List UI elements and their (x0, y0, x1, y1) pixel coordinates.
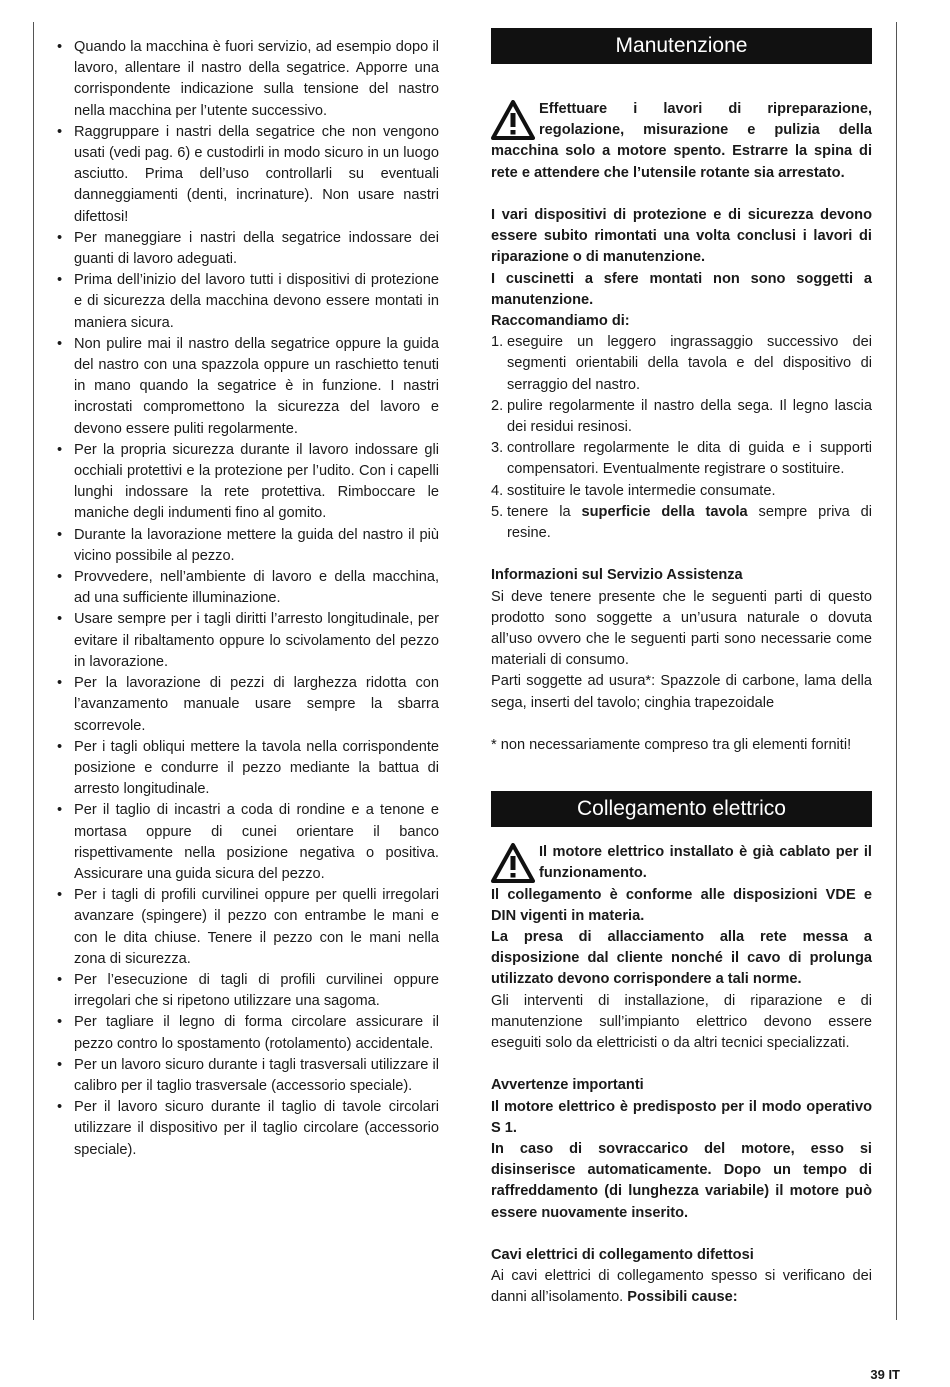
bearings-text: I cuscinetti a sfere montati non sono soggetti a manutenzione. (491, 270, 872, 308)
list-item: • Per tagliare il legno di forma circolare assicurare il pezzo contro lo spostamento (rotolamento) accidentale. (55, 1012, 439, 1054)
list-item: • Raggruppare i nastri della segatrice che non vengono usati (vedi pag. 6) e custodirli in modo sicuro in un luogo asciutto. Prima dell’uso controllarli su eventuali danneggiamenti (denti, incrinature). Non usare nastri difettosi! (55, 122, 439, 228)
cables-heading: Cavi elettrici di collegamento difettosi (491, 1247, 754, 1264)
motor-mode-text: Il motore elettrico è predisposto per il modo operativo S 1. (491, 1098, 872, 1136)
footnote: * non necessariamente compreso tra gli elementi forniti! (491, 737, 852, 754)
electrical-warning: Il motore elettrico installato è già cablato per il funzionamento. (491, 842, 872, 884)
maintenance-warning: Effettuare i lavori di ripreparazione, regolazione, misurazione e pulizia della macchina solo a motore spento. Estrarre la spina di rete e attendere che l’utensile rotante sia arrestato. (491, 101, 872, 181)
important-heading: Avvertenze importanti (491, 1077, 644, 1094)
overload-text: In caso di sovraccarico del motore, esso si disinserisce automaticamente. Dopo un tempo di raffreddamento (di lunghezza variabile) il motore può essere nuovamente inserito. (491, 1141, 872, 1221)
socket-text: La presa di allacciamento alla rete messa a disposizione dal cliente nonché il cavo di prolunga utilizzato devono corrispondere a tali norme. (491, 929, 872, 988)
right-margin-rule (896, 22, 897, 1320)
list-item: 1. eseguire un leggero ingrassaggio successivo dei segmenti orientabili della tavola e del dispositivo di serraggio del nastro. (491, 334, 872, 393)
warning-icon (491, 843, 535, 883)
list-item: • Durante la lavorazione mettere la guida del nastro il più vicino possibile al pezzo. (55, 525, 439, 567)
list-item: • Prima dell’inizio del lavoro tutti i dispositivi di protezione e di sicurezza della macchina devono essere montati in maniera sicura. (55, 270, 439, 334)
list-item: 4. sostituire le tavole intermedie consumate. (491, 482, 776, 499)
list-item: • Per la propria sicurezza durante il lavoro indossare gli occhiali protettivi e la protezione per l’udito. Con i capelli lunghi indossare la rete protettiva. Rimboccare le maniche degli indumenti fino al gomito. (55, 440, 439, 525)
page-number: 39 IT (870, 1367, 900, 1382)
list-item: • Per i tagli di profili curvilinei oppure per quelli irregolari avanzare (spingere) il pezzo con entrambe le mani e con le dita chiuse. Tenere il pezzo con le mani nella zona di sicurezza. (55, 885, 439, 970)
service-heading: Informazioni sul Servizio Assistenza (491, 567, 743, 584)
list-item: • Non pulire mai il nastro della segatrice oppure la guida del nastro con una spazzola oppure un raschietto tenuti in mano quando la segatrice è in funzione. I nastri incrostati compromettono la sicurezza del lavoro e devono essere puliti regolarmente. (55, 334, 439, 440)
list-item: • Quando la macchina è fuori servizio, ad esempio dopo il lavoro, allentare il nastro della segatrice. Apporre una corrispondente indicazione sulla tensione del nastro nella macchina per l’utente successivo. (55, 37, 439, 122)
list-item: • Provvedere, nell’ambiente di lavoro e della macchina, ad una sufficiente illuminazione. (55, 567, 439, 609)
protection-reinstall-text: I vari dispositivi di protezione e di sicurezza devono essere subito rimontati una volta conclusi i lavori di riparazione o di manutenzione. (491, 207, 872, 266)
list-item: • Per il lavoro sicuro durante il taglio di tavole circolari utilizzare il dispositivo per il taglio circolare (accessorio speciale). (55, 1097, 439, 1161)
list-item: • Usare sempre per i tagli diritti l’arresto longitudinale, per evitare il ribaltamento oppure lo scivolamento del pezzo in lavorazione. (55, 609, 439, 673)
list-item: • Per il taglio di incastri a coda di rondine e a tenone e mortasa oppure di cunei orientare il banco rispettivamente nella posizione negativa o positiva. Assicurare una guida sicura del pezzo. (55, 800, 439, 885)
right-column (491, 28, 872, 1309)
service-text: Si deve tenere presente che le seguenti parti di questo prodotto sono soggette a un’usura naturale o dovuta all’uso ovvero che le seguenti parti sono necessarie come materiali di consumo. (491, 588, 872, 669)
safety-bullet-list (55, 37, 439, 1161)
list-item: 5. tenere la superficie della tavola sempre priva di resine. (491, 503, 872, 542)
list-item: • Per la lavorazione di pezzi di larghezza ridotta con l’avanzamento manuale usare sempre la sbarra scorrevole. (55, 673, 439, 737)
list-item: 2. pulire regolarmente il nastro della sega. Il legno lascia dei residui resinosi. (491, 397, 872, 436)
vde-text: Il collegamento è conforme alle disposizioni VDE e DIN vigenti in materia. (491, 886, 872, 924)
list-item: • Per i tagli obliqui mettere la tavola nella corrispondente posizione e condurre il pezzo mediante la battua di arresto longitudinale. (55, 737, 439, 801)
wear-parts-text: Parti soggette ad usura*: Spazzole di carbone, lama della sega, inserti del tavolo; cinghia trapezoidale (491, 673, 872, 711)
installation-text: Gli interventi di installazione, di riparazione e di manutenzione sull’impianto elettrico devono essere eseguiti solo da elettricisti o da altri tecnici specializzati. (491, 992, 872, 1052)
cables-text: Ai cavi elettrici di collegamento spesso si verificano dei danni all’isolamento. Possibili cause: (491, 1268, 872, 1306)
maintenance-list (491, 332, 872, 544)
list-item: 3. controllare regolarmente le dita di guida e i supporti compensatori. Eventualmente registrare o sostituire. (491, 440, 872, 478)
maintenance-section-title: Manutenzione (491, 28, 872, 64)
electrical-section-title: Collegamento elettrico (491, 791, 872, 827)
left-margin-rule (33, 22, 34, 1320)
left-column (55, 37, 439, 1161)
recommend-label: Raccomandiamo di: (491, 313, 630, 330)
list-item: • Per l’esecuzione di tagli di profili curvilinei oppure irregolari che si ripetono utilizzare una sagoma. (55, 970, 439, 1012)
list-item: • Per maneggiare i nastri della segatrice indossare dei guanti di lavoro adeguati. (55, 228, 439, 270)
warning-icon (491, 100, 535, 140)
list-item: • Per un lavoro sicuro durante i tagli trasversali utilizzare il calibro per il taglio trasversale (accessorio speciale). (55, 1055, 439, 1097)
